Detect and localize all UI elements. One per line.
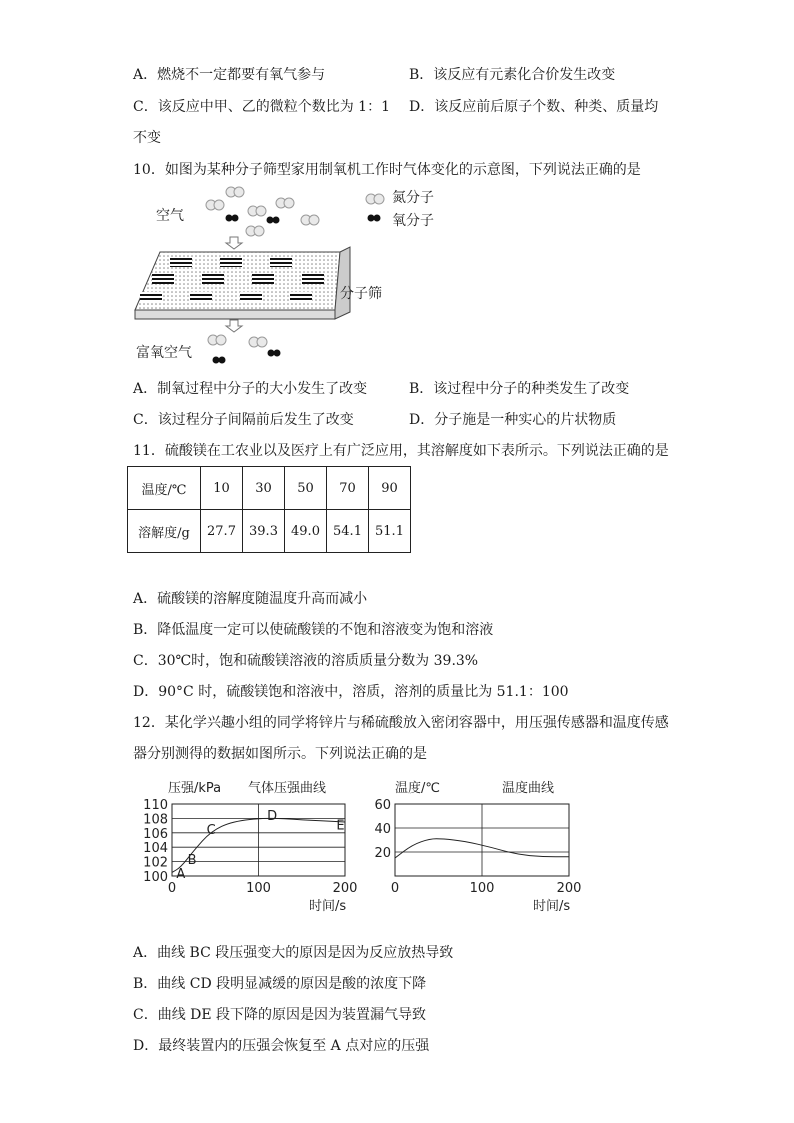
table-cell: 39.3 — [243, 510, 285, 553]
q12-stem-line1: 12．某化学兴趣小组的同学将锌片与稀硫酸放入密闭容器中，用压强传感器和温度传感 — [133, 715, 669, 731]
oxygen-molecules-output — [213, 350, 281, 364]
y-tick-label: 40 — [374, 822, 391, 837]
y-tick-label: 108 — [143, 812, 168, 828]
table-cell: 27.7 — [201, 510, 243, 553]
chart-title: 气体压强曲线 — [248, 781, 327, 796]
q10-option-a: A．制氧过程中分子的大小发生了改变 — [133, 381, 368, 397]
q12-option-d: D．最终装置内的压强会恢复至 A 点对应的压强 — [133, 1038, 430, 1054]
oxygen-label: 氧分子 — [392, 213, 434, 229]
q9-option-b: B．该反应有元素化合价发生改变 — [409, 67, 616, 83]
y-tick-label: 20 — [374, 846, 391, 861]
table-cell: 49.0 — [285, 510, 327, 553]
point-label: E — [336, 818, 345, 834]
table-header-solubility: 溶解度/g — [128, 510, 201, 553]
q12-option-c: C．曲线 DE 段下降的原因是因为装置漏气导致 — [133, 1007, 427, 1023]
sieve-front — [135, 310, 335, 319]
q12-option-a: A．曲线 BC 段压强变大的原因是因为反应放热导致 — [133, 945, 454, 961]
table-cell: 50 — [285, 467, 327, 510]
pressure-chart — [143, 776, 370, 931]
q12-stem-line2: 器分别测得的数据如图所示。下列说法正确的是 — [133, 746, 427, 762]
table-row — [128, 467, 411, 510]
air-label: 空气 — [156, 208, 184, 224]
sieve-label: 分子筛 — [340, 286, 382, 302]
x-tick-label: 0 — [390, 881, 400, 896]
y-tick-label: 104 — [143, 841, 168, 857]
nitrogen-molecules-output — [208, 335, 267, 347]
table-cell: 51.1 — [369, 510, 411, 553]
x-tick-label: 100 — [469, 881, 495, 896]
temperature-chart — [360, 776, 590, 931]
point-label: C — [206, 822, 216, 838]
q10-stem: 10．如图为某种分子筛型家用制氧机工作时气体变化的示意图，下列说法正确的是 — [133, 162, 641, 178]
y-axis-label: 压强/kPa — [168, 781, 222, 796]
down-arrow-icon — [226, 237, 242, 249]
q11-stem: 11．硫酸镁在工农业以及医疗上有广泛应用，其溶解度如下表所示。下列说法正确的是 — [133, 443, 669, 459]
q11-option-d: D．90°C 时，硫酸镁饱和溶液中，溶质，溶剂的质量比为 51.1：100 — [133, 684, 569, 700]
y-tick-label: 110 — [143, 798, 168, 813]
q11-option-a: A．硫酸镁的溶解度随温度升高而减小 — [133, 591, 368, 607]
q11-option-b: B．降低温度一定可以使硫酸镁的不饱和溶液变为饱和溶液 — [133, 622, 494, 638]
q9-option-a: A．燃烧不一定都要有氧气参与 — [133, 67, 326, 83]
table-cell: 10 — [201, 467, 243, 510]
table-header-temperature: 温度/℃ — [128, 467, 201, 510]
q9-option-d: D．该反应前后原子个数、种类、质量均 — [409, 99, 659, 115]
table-row — [128, 510, 411, 553]
y-tick-label: 100 — [143, 870, 168, 885]
x-axis-label: 时间/s — [533, 899, 571, 914]
q10-option-d: D．分子施是一种实心的片状物质 — [409, 412, 617, 428]
point-label: A — [176, 866, 186, 882]
down-arrow-icon — [226, 320, 242, 332]
x-tick-label: 200 — [556, 881, 582, 896]
y-tick-label: 60 — [374, 798, 391, 813]
q10-option-c: C．该过程分子间隔前后发生了改变 — [133, 412, 354, 428]
chart-title: 温度曲线 — [502, 781, 555, 796]
q12-option-b: B．曲线 CD 段明显减缓的原因是酸的浓度下降 — [133, 976, 427, 992]
x-tick-label: 0 — [167, 881, 177, 896]
x-axis-label: 时间/s — [309, 899, 347, 914]
y-tick-label: 106 — [143, 826, 168, 842]
point-label: D — [267, 809, 278, 825]
nitrogen-label: 氮分子 — [392, 190, 434, 206]
nitrogen-molecules — [206, 187, 384, 236]
y-tick-label: 102 — [143, 855, 168, 871]
x-tick-label: 200 — [332, 881, 358, 896]
x-tick-label: 100 — [246, 881, 271, 896]
enriched-air-label: 富氧空气 — [136, 345, 192, 361]
table-cell: 70 — [327, 467, 369, 510]
q9-option-c: C．该反应中甲、乙的微粒个数比为 1：1 — [133, 99, 390, 115]
q10-option-b: B．该过程中分子的种类发生了改变 — [409, 381, 630, 397]
q11-option-c: C．30℃时，饱和硫酸镁溶液的溶质质量分数为 39.3% — [133, 653, 479, 669]
molecular-sieve-diagram — [130, 182, 450, 368]
table-cell: 54.1 — [327, 510, 369, 553]
y-axis-label: 温度/℃ — [395, 781, 440, 796]
table-cell: 30 — [243, 467, 285, 510]
q9-option-d-continued: 不变 — [133, 130, 161, 146]
solubility-table — [127, 466, 411, 553]
point-label: B — [187, 853, 197, 869]
table-cell: 90 — [369, 467, 411, 510]
